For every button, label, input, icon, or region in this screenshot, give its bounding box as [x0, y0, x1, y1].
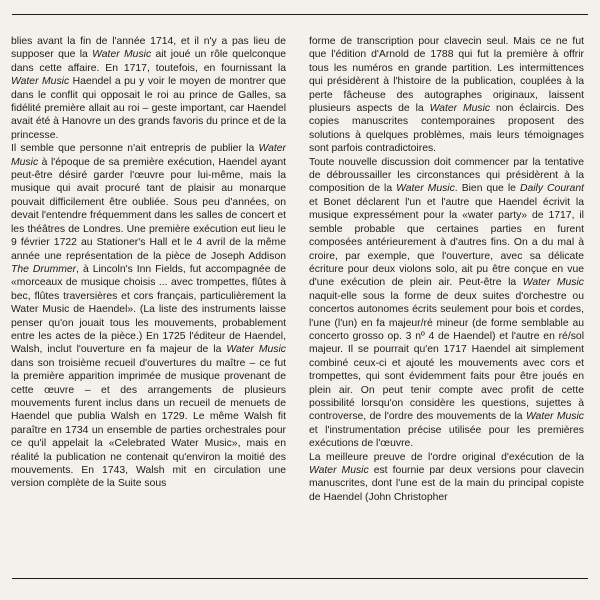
- left-column: [11, 35, 286, 491]
- top-rule: [12, 14, 588, 15]
- paragraph: La meilleure preuve de l'ordre original d'exécution de la Water Music est fournie par deux versions pour clavecin manuscrites, dont l'une est de la main du principal copiste de Haendel (John Christopher: [309, 451, 585, 503]
- paragraph: Il semble que personne n'ait entrepris de publier la Water Music à l'époque de sa première exécution, Haendel ayant peut-être désiré garder l'œuvre pour lui-même, mais la musique qui avait procuré tant de plaisir au monarque pouvait difficilement être oubliée. Sous peu d'années, on devait l'entendre fréquemment dans les salles de concert et les théâtres de Londres. Une première exécution eut lieu le 9 février 1722 au Stationer's Hall et le 4 avril de la même année une représentation de la pièce de Joseph Addison The Drummer, à Lincoln's Inn Fields, fut accompagnée de «morceaux de musique choisis ... avec trompettes, flûtes à bec, flûtes traversières et cors français, particulièrement la Water Music de Haendel». (La liste des instruments laisse penser qu'on jouait tous les mouvements, probablement entre les actes de la pièce.) En 1725 l'éditeur de Haendel, Walsh, inclut l'ouverture en fa majeur de la Water Music dans son troisième recueil d'ouvertures du maître – ce fut la première apparition imprimée de musique provenant de cette œuvre – et des arrangements de plusieurs mouvements furent inclus dans un recueil de menuets de Haendel que publia Walsh en 1729. Le même Walsh fit paraître en 1734 un ensemble de parties orchestrales pour ce qu'il appelait la «Celebrated Water Music», mais en réalité la publication ne contenait qu'environ la moitié des mouvements. En 1743, Walsh mit en circulation une version complète de la Suite sous: [11, 143, 286, 490]
- right-column: [309, 35, 584, 504]
- paragraph: forme de transcription pour clavecin seul. Mais ce ne fut que l'édition d'Arnold de 1788 qui fut la première à offrir tous les numéros en grande partition. Les intermittences qui présidèrent à l'histoire de la publication, couplées à la perte fâcheuse des autographes originaux, laissent plusieurs aspects de la Water Music non éclaircis. Des copies manuscrites contemporaines proposent des solutions à quelques problèmes, mais leurs témoignages sont parfois contradictoires.: [309, 36, 584, 155]
- bottom-rule: [12, 578, 588, 579]
- paragraph: blies avant la fin de l'année 1714, et il n'y a pas lieu de supposer que la Water Music ait joué un rôle quelconque dans cette affaire. En 1717, toutefois, en fournissant la Water Music Haendel a pu y voir le moyen de montrer que dans le conflit qui opposait le roi au prince de Galles, sa fidélité première allait au roi – geste important, car Haendel avait été à Hanovre un des grands favoris du prince et de la princesse.: [11, 36, 286, 141]
- paragraph: Toute nouvelle discussion doit commencer par la tentative de débroussailler les circonstances qui présidèrent à la composition de la Water Music. Bien que le Daily Courant et Bonet déclarent l'un et l'autre que Haendel écrivit la musique expressément pour la «water party» de 1717, il semble probable que certaines parties en furent composées antérieurement à d'autres fins. On a du mal à croire, par exemple, que l'ouverture, avec sa délicate écriture pour deux violons solo, ait pu être conçue en vue d'une exécution de plein air. Peut-être la Water Music naquit-elle sous la forme de deux suites d'orchestre ou concertos autonomes écrits seulement pour bois et cordes, l'une (l'un) en fa majeur/ré mineur (de forme semblable au concerto grosso op. 3 nº 4 de Haendel) et l'autre en ré/sol majeur. Il se pourrait qu'en 1717 Haendel ait simplement combiné ceux-ci et ajouté les mouvements avec cors et trompettes, qui sont évidemment faits pour être joués en plein air. On peut tenir compte avec profit de cette possibilité lorsqu'on considère les questions, sujettes à controverse, de l'ordre des mouvements de la Water Music et l'instrumentation précise utilisée pour les premières exécutions de l'œuvre.: [309, 156, 585, 450]
